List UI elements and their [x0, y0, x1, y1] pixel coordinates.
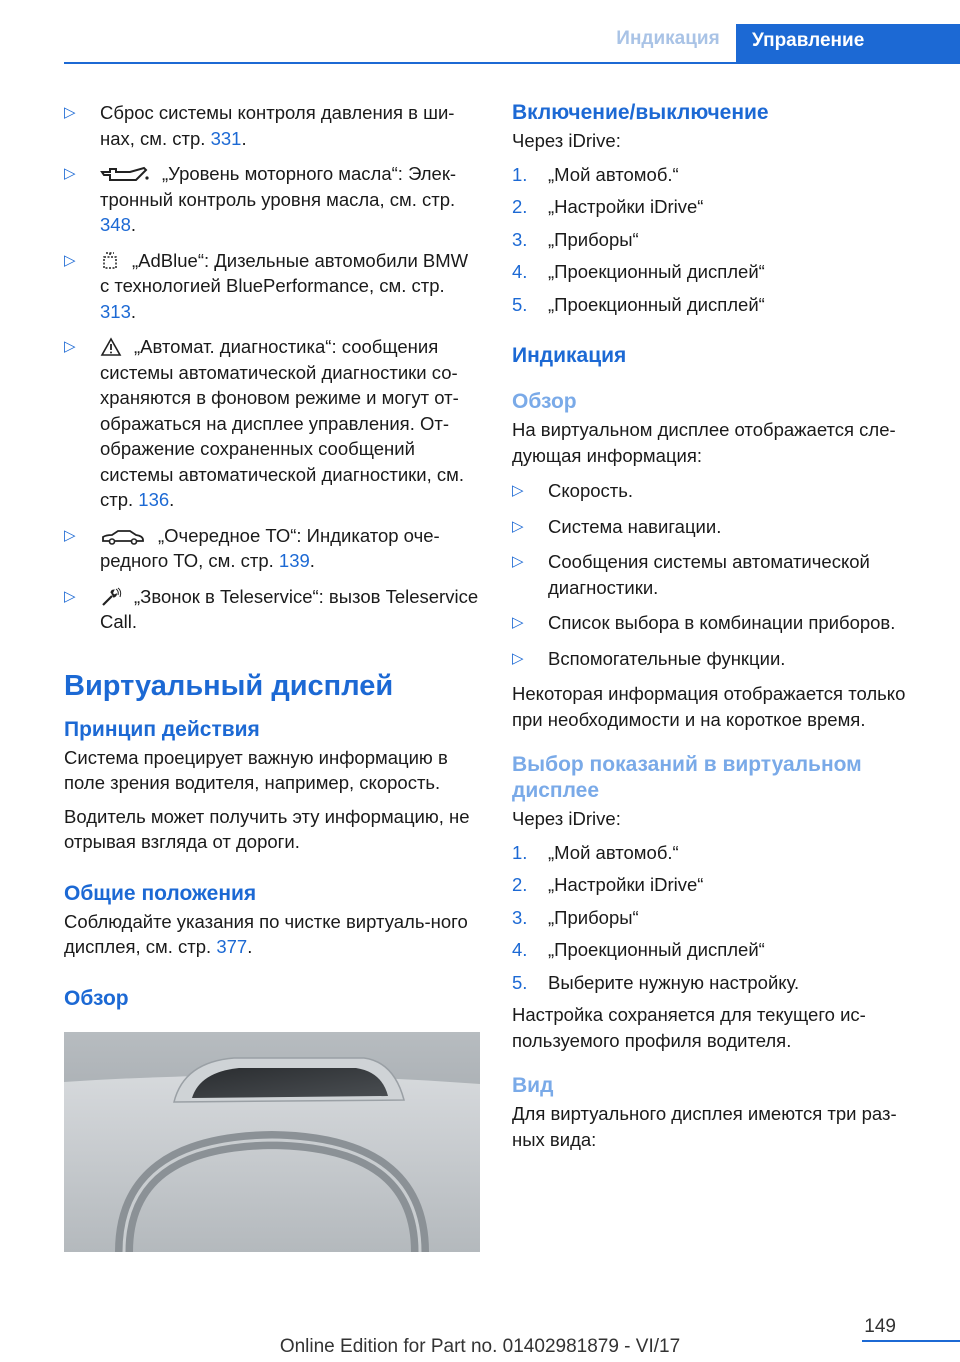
- bullet-triangle-icon: ▷: [64, 251, 76, 269]
- footer-edition: Online Edition for Part no. 01402981879 - VI/17: [279, 1336, 681, 1357]
- bullet-triangle-icon: ▷: [64, 104, 76, 121]
- bullet-triangle-icon: ▷: [512, 614, 524, 631]
- list-item: 5. Выберите нужную настройку.: [512, 971, 800, 993]
- page-link[interactable]: 136: [138, 489, 170, 510]
- wrench-call-icon: [100, 587, 122, 607]
- list-item: 1. „Мой автомоб.“: [512, 163, 679, 185]
- paragraph: Для виртуального дисплея имеются три раз-ных вида:: [512, 1103, 897, 1150]
- bullet-triangle-icon: ▷: [64, 338, 76, 355]
- subsection-title-on-off: Включение/выключение: [512, 101, 769, 124]
- bullet-triangle-icon: ▷: [64, 587, 76, 605]
- list-item: ▷ Сброс системы контроля давления в ши-нах, см. стр. 331.: [64, 102, 455, 149]
- bullet-triangle-icon: ▷: [64, 165, 76, 182]
- list-item: ▷ Система навигации.: [512, 514, 928, 540]
- bullet-triangle-icon: ▷: [512, 482, 524, 499]
- list-item: ▷ Скорость.: [512, 478, 928, 504]
- bullet-triangle-icon: ▷: [512, 517, 524, 535]
- paragraph: Система проецирует важную информацию в поле зрения водителя, например, скорость.: [64, 746, 448, 793]
- list-item: 2. „Настройки iDrive“: [512, 874, 704, 895]
- paragraph: Некоторая информация отображается только при необходимости и на короткое время.: [512, 683, 906, 730]
- page-number: 149: [864, 1316, 896, 1337]
- onoff-steps: [512, 162, 928, 318]
- right-column: [512, 100, 928, 1160]
- list-item: 3. „Приборы“: [512, 228, 639, 250]
- header-tab-control[interactable]: Управление: [736, 24, 960, 62]
- list-item: 2. „Настройки iDrive“: [512, 196, 704, 217]
- list-item: ▷ „Уровень моторного масла“: Элек-тронный контроль уровня масла, см. стр. 348.: [64, 163, 457, 235]
- paragraph: На виртуальном дисплее отображается сле-дующая информация:: [512, 419, 896, 466]
- list-item: ▷ „AdBlue“: Дизельные автомобили BMW с технологией BluePerformance, см. стр. 313.: [64, 249, 469, 322]
- page-link[interactable]: 331: [210, 127, 242, 149]
- page-link[interactable]: 139: [278, 550, 310, 571]
- bullet-triangle-icon: ▷: [512, 553, 524, 570]
- subsection-title-general: Общие положения: [64, 881, 257, 905]
- list-item: ▷ Сообщения системы автоматической диагностики.: [512, 551, 870, 598]
- overview-list: [512, 478, 928, 671]
- feature-list: [64, 100, 480, 635]
- paragraph: Водитель может получить эту информацию, не отрывая взгляда от дороги.: [64, 805, 470, 852]
- subsection-title-principle: Принцип действия: [64, 717, 260, 741]
- oil-can-icon: [100, 166, 150, 184]
- list-item: 4. „Проекционный дисплей“: [512, 261, 765, 282]
- list-item: 4. „Проекционный дисплей“: [512, 939, 765, 960]
- page-link[interactable]: 313: [100, 300, 131, 322]
- list-item: ▷ „Автомат. диагностика“: сообщения системы автоматической диагностики со-храняются в фоновом режиме и могут от-ображаться на дисплее управления. От-ображение сохраненных сообщений системы автоматической диагностики, см. стр. 136.: [64, 336, 465, 510]
- list-item: ▷ „Очередное ТО“: Индикатор оче-редного ТО, см. стр. 139.: [64, 524, 440, 571]
- subsection-title-overview: Обзор: [512, 390, 577, 413]
- section-title-virtual-display: Виртуальный дисплей: [64, 669, 394, 702]
- bullet-triangle-icon: ▷: [512, 649, 524, 667]
- list-item: 3. „Приборы“: [512, 906, 639, 928]
- subsection-title-indication: Индикация: [512, 344, 627, 367]
- header-rule: [64, 62, 960, 64]
- list-item: ▷ Вспомогательные функции.: [512, 646, 928, 672]
- paragraph: Через iDrive:: [512, 808, 621, 829]
- list-item: ▷ „Звонок в Teleservice“: вызов Teleservice Call.: [64, 585, 479, 632]
- service-car-icon: [100, 528, 146, 546]
- adblue-icon: [100, 251, 120, 271]
- head-up-display-photo: [64, 1032, 480, 1252]
- paragraph: Соблюдайте указания по чистке виртуаль-ного дисплея, см. стр. 377.: [64, 910, 468, 957]
- header-tab-indication[interactable]: Индикация: [616, 28, 720, 49]
- subsection-title-view: Вид: [512, 1074, 554, 1097]
- subsection-title-overview: Обзор: [64, 986, 129, 1010]
- page-link[interactable]: 348: [100, 214, 131, 235]
- warning-triangle-icon: [100, 337, 122, 357]
- list-item: 5. „Проекционный дисплей“: [512, 293, 765, 315]
- select-steps: [512, 840, 928, 996]
- page-link[interactable]: 377: [216, 936, 248, 957]
- bullet-triangle-icon: ▷: [64, 526, 76, 544]
- list-item: ▷ Список выбора в комбинации приборов.: [512, 610, 928, 636]
- paragraph: Через iDrive:: [512, 130, 621, 151]
- left-column: [64, 100, 480, 1258]
- list-item: 1. „Мой автомоб.“: [512, 841, 679, 863]
- paragraph: Настройка сохраняется для текущего ис-пользуемого профиля водителя.: [512, 1004, 866, 1051]
- subsection-title-select: Выбор показаний в виртуальном дисплее: [512, 753, 862, 802]
